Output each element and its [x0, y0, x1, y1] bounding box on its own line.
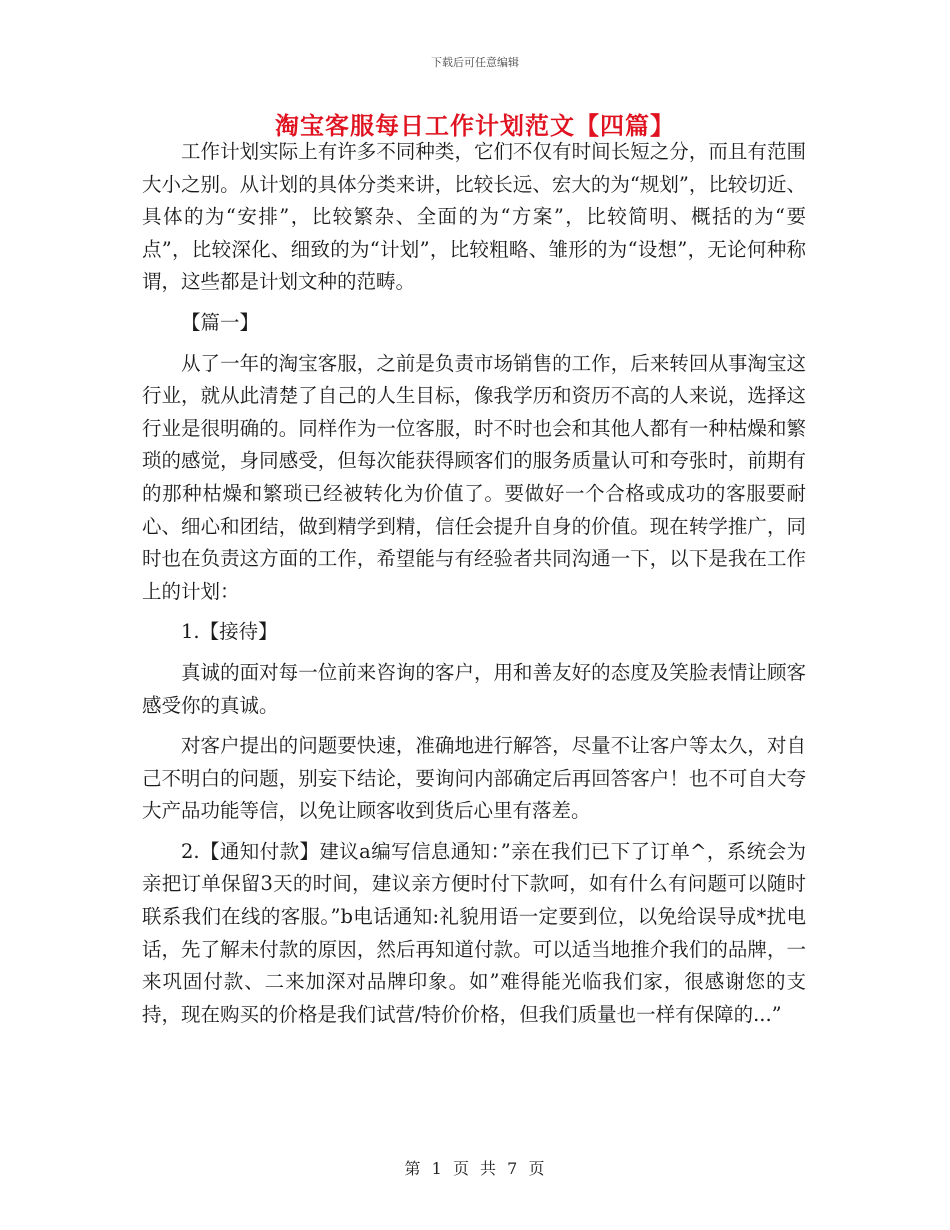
- footer-page-word: 页: [452, 1159, 470, 1178]
- paragraph-intro: 工作计划实际上有许多不同种类，它们不仅有时间长短之分，而且有范围大小之别。从计划的具体分类来讲，比较长远、宏大的为“规划”，比较切近、具体的为“安排”，比较繁杂、全面的为“方案”，比较简明、概括的为“要点”，比较深化、细致的为“计划”，比较粗略、雏形的为“设想”，无论何种称谓，这些都是计划文种的范畴。: [142, 140, 806, 294]
- page-footer: [0, 1156, 950, 1179]
- paragraph-section-1-body: 从了一年的淘宝客服，之前是负责市场销售的工作，后来转回从事淘宝这行业，就从此清楚了自己的人生目标，像我学历和资历不高的人来说，选择这行业是很明确的。同样作为一位客服，时不时也会和其他人都有一种枯燥和繁琐的感觉，身同感受，但每次能获得顾客们的服务质量认可和夸张时，前期有的那种枯燥和繁琐已经被转化为价值了。要做好一个合格或成功的客服要耐心、细心和团结，做到精学到精，信任会提升自身的价值。现在转学推广，同时也在负责这方面的工作，希望能与有经验者共同沟通一下，以下是我在工作上的计划：: [142, 351, 806, 603]
- header-note: 下载后可任意编辑: [431, 56, 519, 69]
- document-body: [142, 136, 806, 1031]
- item-heading-reception: 1.【接待】: [181, 620, 278, 644]
- footer-prefix: 第: [404, 1159, 422, 1178]
- paragraph-reception-1: 真诚的面对每一位前来咨询的客户，用和善友好的态度及笑脸表情让顾客感受你的真诚。: [142, 660, 806, 717]
- paragraph-reception-2: 对客户提出的问题要快速，准确地进行解答，尽量不让客户等太久，对自己不明白的问题，别妄下结论，要询问内部确定后再回答客户！也不可自大夸大产品功能等信，以免让顾客收到货后心里有落差。: [142, 734, 806, 823]
- paragraph-payment-notice: 2.【通知付款】建议a编写信息通知：”亲在我们已下了订单^，系统会为亲把订单保留3天的时间，建议亲方便时付下款呵，如有什么有问题可以随时联系我们在线的客服。”b电话通知:礼貌用语一定要到位，以免给误导成*扰电话，先了解未付款的原因，然后再知道付款。可以适当地推介我们的品牌，一来巩固付款、二来加深对品牌印象。如”难得能光临我们家，很感谢您的支持，现在购买的价格是我们试营/特价价格，但我们质量也一样有保障的...”: [142, 839, 806, 1026]
- footer-current-page: 1: [431, 1159, 443, 1178]
- footer-total-word: 共: [480, 1159, 498, 1178]
- footer-suffix: 页: [528, 1159, 546, 1178]
- footer-total-pages: 7: [507, 1159, 519, 1178]
- document-title: 淘宝客服每日工作计划范文【四篇】: [275, 111, 675, 140]
- section-heading-1: 【篇一】: [181, 310, 260, 334]
